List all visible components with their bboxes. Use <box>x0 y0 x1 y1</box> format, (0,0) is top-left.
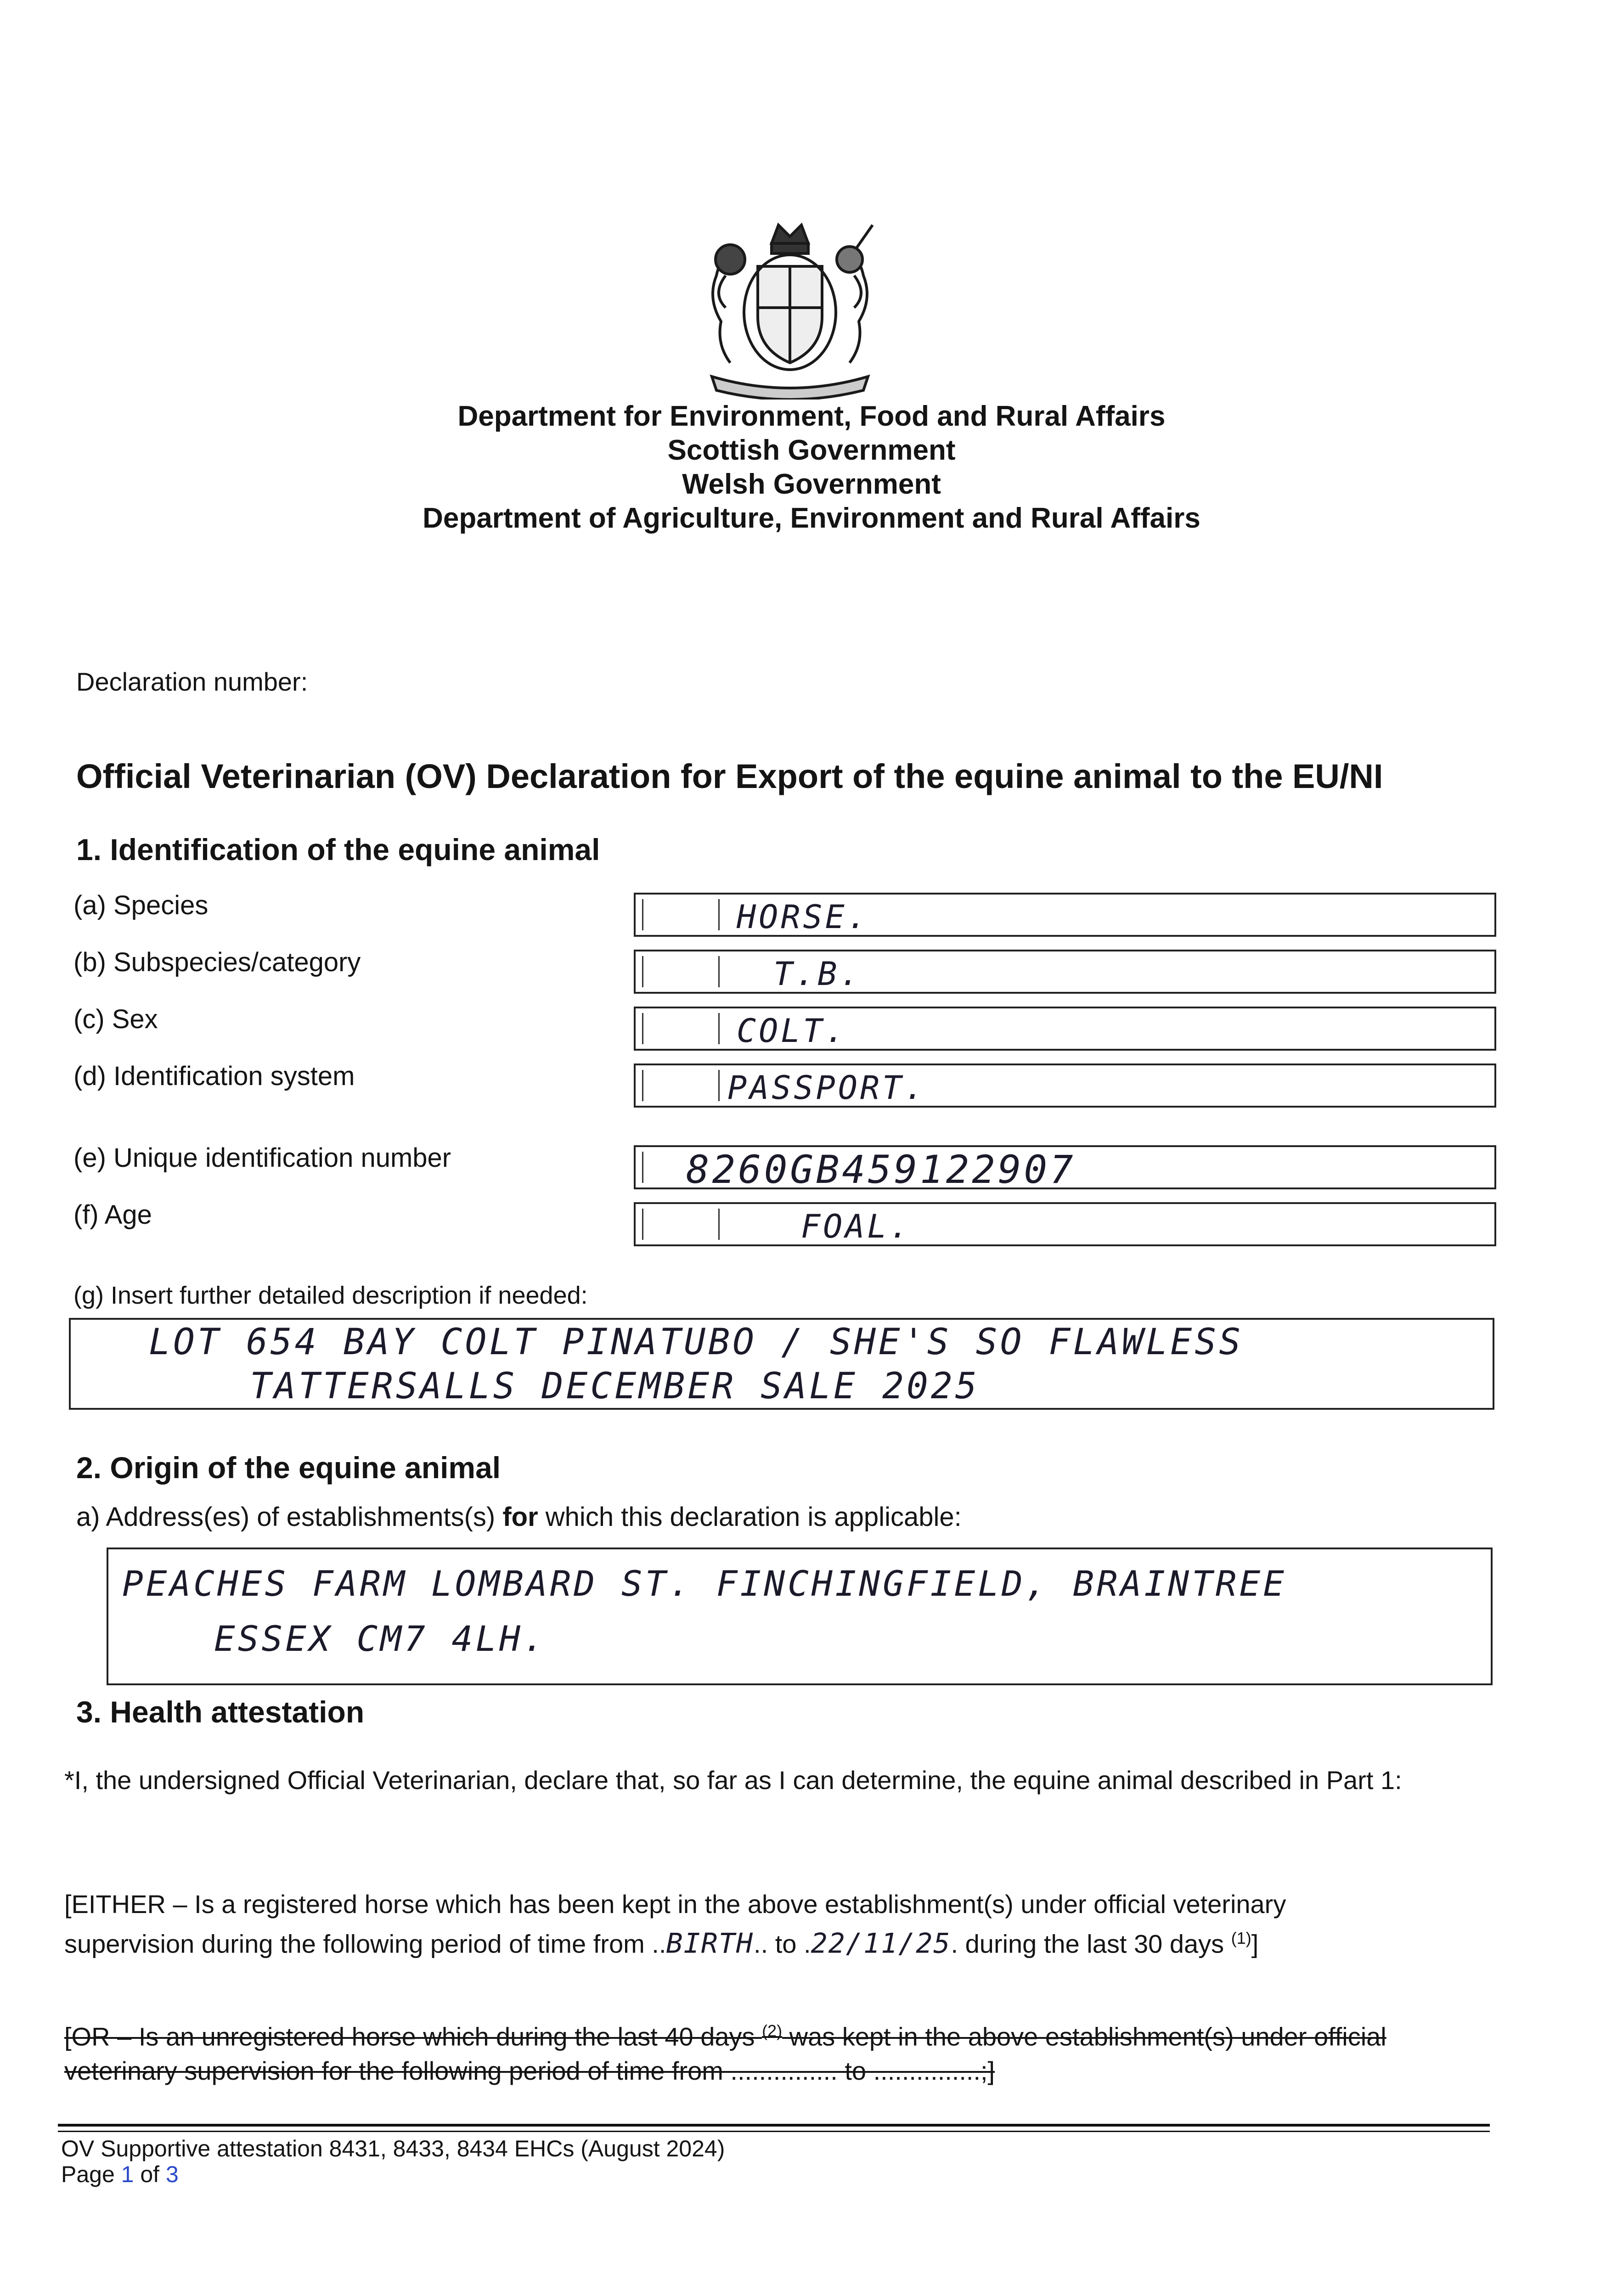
section-3-heading: 3. Health attestation <box>76 1695 365 1729</box>
subspecies-value: T.B. <box>773 955 862 993</box>
address-line-2: ESSEX CM7 4LH. <box>214 1618 547 1659</box>
sex-field[interactable] <box>634 1007 1496 1051</box>
section-1-heading: 1. Identification of the equine animal <box>76 833 600 867</box>
species-field[interactable] <box>634 893 1496 937</box>
page-indicator: Page 1 of 3 <box>61 2161 179 2187</box>
health-attestation-intro: *I, the undersigned Official Veterinarian, declare that, so far as I can determine, the equine animal described in Part 1: <box>64 1766 1402 1795</box>
either-clause: [EITHER – Is a registered horse which has been kept in the above establishment(s) under official veterinary supervision during the following period of time from ..BIRTH.. to .22/11/25. during the last 30 days $^{(1)}$] <box>64 1890 1286 1960</box>
form-reference: OV Supportive attestation 8431, 8433, 8434 EHCs (August 2024) <box>61 2136 725 2161</box>
further-description-line-1: LOT 654 BAY COLT PINATUBO / SHE'S SO FLAWLESS <box>149 1322 1244 1363</box>
age-value: FOAL. <box>801 1208 912 1245</box>
sex-value: COLT. <box>737 1012 847 1050</box>
or-clause-struck: [OR – Is an unregistered horse which during the last 40 days $^{(2)}$ was kept in the above establishment(s) under official veterinary supervision for the following period of time from ............... to ...............;] <box>64 2021 1386 2085</box>
further-description-label: (g) Insert further detailed description if needed: <box>73 1282 588 1309</box>
identification-system-field[interactable] <box>634 1064 1496 1108</box>
footer-divider <box>58 2124 1490 2127</box>
either-to-value: 22/11/25 <box>811 1927 951 1960</box>
sex-label: (c) Sex <box>73 1004 158 1034</box>
unique-id-field[interactable] <box>634 1145 1496 1192</box>
further-description-line-2: TATTERSALLS DECEMBER SALE 2025 <box>250 1366 980 1407</box>
footer-divider-thin <box>58 2131 1490 2132</box>
identification-system-value: PASSPORT. <box>727 1069 927 1107</box>
species-label: (a) Species <box>73 890 209 920</box>
royal-coat-of-arms-icon <box>680 216 900 400</box>
age-field[interactable] <box>634 1202 1496 1246</box>
further-description-box[interactable] <box>69 1318 1494 1410</box>
header-department-4: Department of Agriculture, Environment and Rural Affairs <box>423 502 1200 534</box>
subspecies-field[interactable] <box>634 950 1496 994</box>
unique-id-value: 8260GB459122907 <box>686 1147 1076 1192</box>
address-label: a) Address(es) of establishments(s) for which this declaration is applicable: <box>76 1502 962 1532</box>
address-box[interactable] <box>107 1548 1493 1685</box>
age-label: (f) Age <box>73 1200 152 1230</box>
subspecies-label: (b) Subspecies/category <box>73 947 361 977</box>
header-department-2: Scottish Government <box>667 434 956 466</box>
address-line-1: PEACHES FARM LOMBARD ST. FINCHINGFIELD, BRAINTREE <box>122 1563 1287 1604</box>
header-department-3: Welsh Government <box>682 468 941 500</box>
header-department-1: Department for Environment, Food and Rural Affairs <box>457 400 1166 432</box>
section-2-heading: 2. Origin of the equine animal <box>76 1451 501 1485</box>
unique-id-label: (e) Unique identification number <box>73 1143 451 1173</box>
species-value: HORSE. <box>737 898 869 936</box>
document-title: Official Veterinarian (OV) Declaration for Export of the equine animal to the EU/NI <box>76 757 1383 795</box>
identification-system-label: (d) Identification system <box>73 1061 355 1091</box>
either-from-value: BIRTH <box>666 1927 754 1960</box>
declaration-number-label: Declaration number: <box>76 667 308 696</box>
